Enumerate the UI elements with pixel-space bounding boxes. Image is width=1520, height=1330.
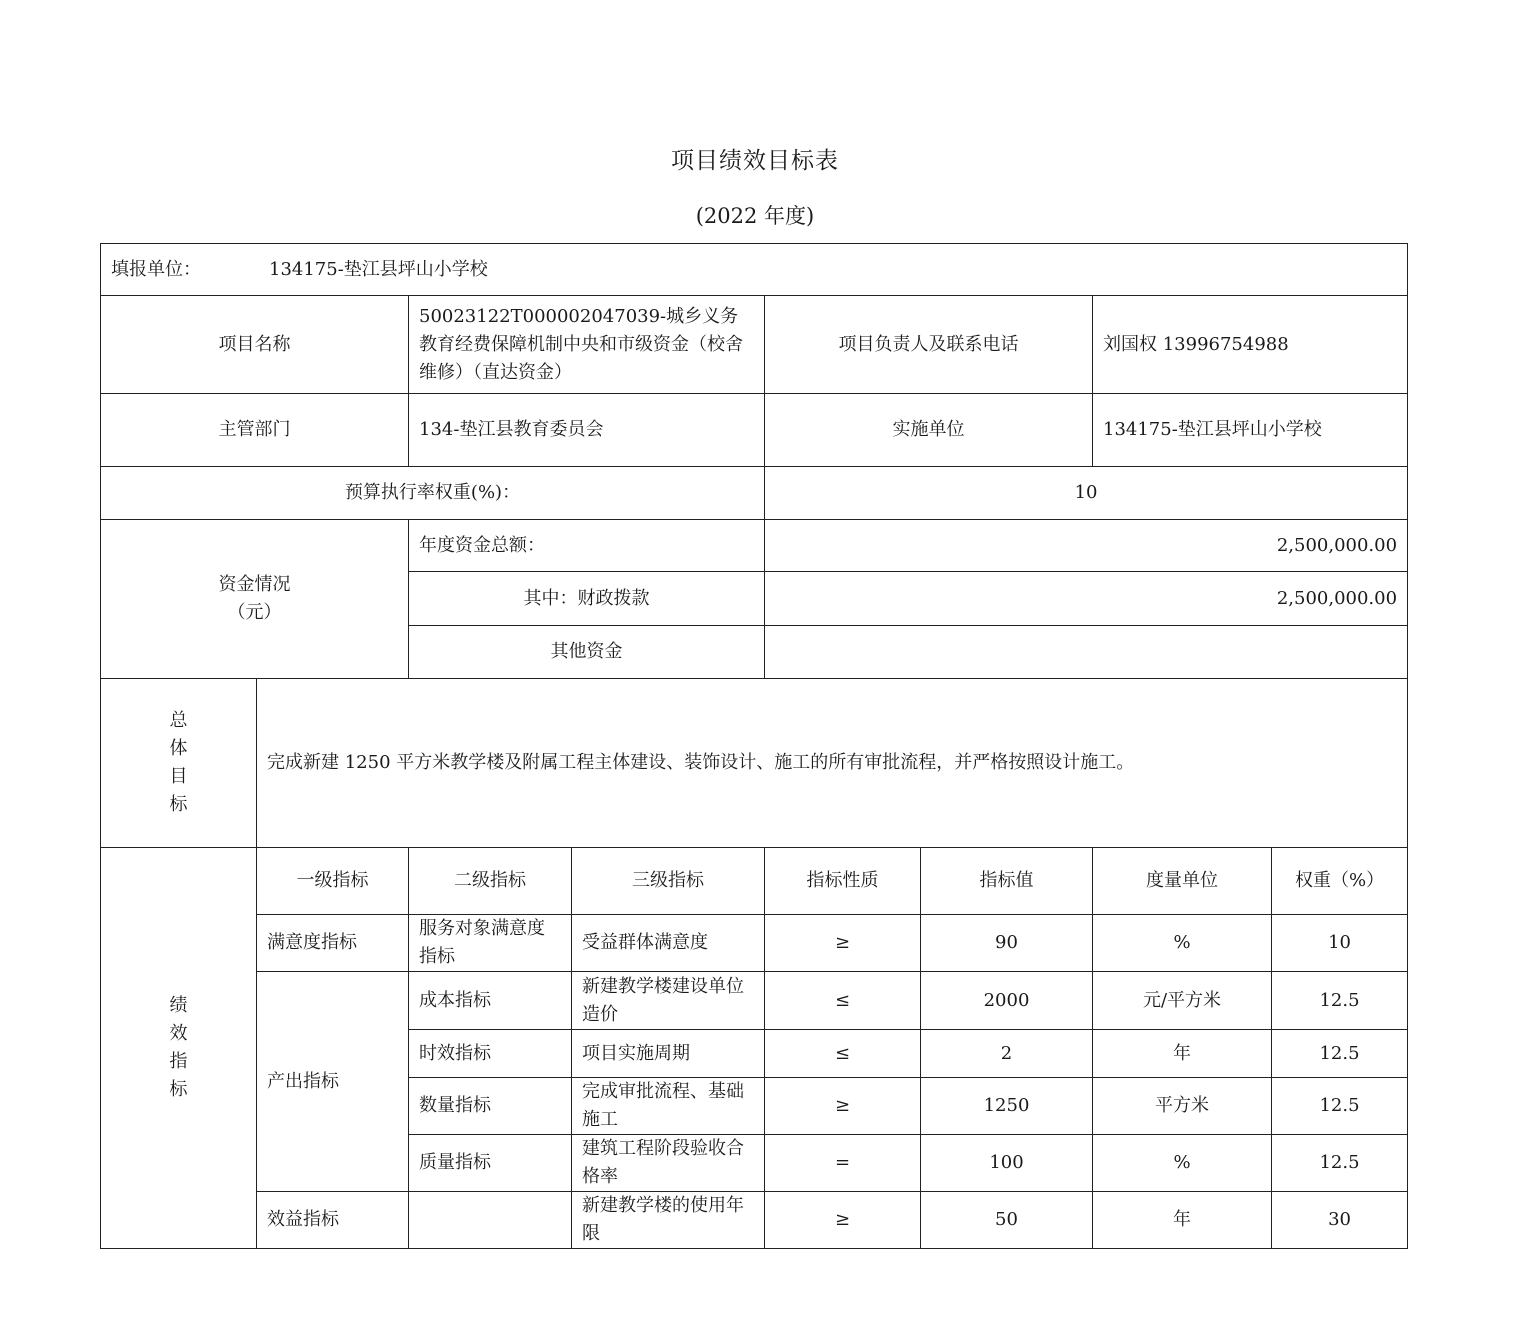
overall-goal-row xyxy=(101,679,1408,848)
level2-cell: 质量指标 xyxy=(409,1135,572,1192)
overall-goal-label-char: 标 xyxy=(169,794,188,815)
table-row xyxy=(101,972,1408,1030)
weight-cell: 10 xyxy=(1272,915,1408,972)
value-cell: 1250 xyxy=(921,1078,1093,1135)
value-cell: 2 xyxy=(921,1030,1093,1078)
value-cell: 100 xyxy=(921,1135,1093,1192)
implementing-unit-value: 134175-垫江县坪山小学校 xyxy=(1093,394,1408,467)
weight-cell: 12.5 xyxy=(1272,1030,1408,1078)
department-label: 主管部门 xyxy=(101,394,409,467)
column-header-nature: 指标性质 xyxy=(765,848,921,915)
funds-other-value xyxy=(765,626,1408,679)
funds-total-value: 2,500,000.00 xyxy=(765,520,1408,572)
nature-cell: = xyxy=(765,1135,921,1192)
funds-fiscal-value: 2,500,000.00 xyxy=(765,572,1408,626)
level2-cell: 服务对象满意度指标 xyxy=(409,915,572,972)
level3-cell: 新建教学楼建设单位造价 xyxy=(572,972,765,1030)
column-header-level1: 一级指标 xyxy=(257,848,409,915)
value-cell: 50 xyxy=(921,1192,1093,1249)
unit-cell: 平方米 xyxy=(1093,1078,1272,1135)
indicators-label xyxy=(101,848,257,1249)
page-title: 项目绩效目标表 xyxy=(671,148,839,174)
level2-cell xyxy=(409,1192,572,1249)
level3-cell: 项目实施周期 xyxy=(572,1030,765,1078)
reporting-unit-label: 填报单位： xyxy=(111,258,201,280)
budget-weight-label: 预算执行率权重(%)： xyxy=(101,467,765,520)
project-name-label: 项目名称 xyxy=(101,296,409,394)
indicators-label-char: 指 xyxy=(169,1051,188,1072)
unit-cell: 年 xyxy=(1093,1192,1272,1249)
nature-cell: ≥ xyxy=(765,1078,921,1135)
level3-cell: 新建教学楼的使用年限 xyxy=(572,1192,765,1249)
unit-cell: 元/平方米 xyxy=(1093,972,1272,1030)
funds-label-line2: （元） xyxy=(227,602,282,623)
level1-cell: 满意度指标 xyxy=(257,915,409,972)
column-header-value: 指标值 xyxy=(921,848,1093,915)
department-value: 134-垫江县教育委员会 xyxy=(409,394,765,467)
reporting-unit-value: 134175-垫江县坪山小学校 xyxy=(269,258,488,280)
reporting-unit-row xyxy=(101,244,1408,296)
indicators-label-char: 标 xyxy=(169,1079,188,1100)
weight-cell: 12.5 xyxy=(1272,972,1408,1030)
level3-cell: 建筑工程阶段验收合格率 xyxy=(572,1135,765,1192)
column-header-level3: 三级指标 xyxy=(572,848,765,915)
project-leader-value: 刘国权 13996754988 xyxy=(1093,296,1408,394)
indicator-header-row xyxy=(101,848,1408,915)
overall-goal-label-char: 总 xyxy=(169,710,188,731)
nature-cell: ≥ xyxy=(765,915,921,972)
implementing-unit-label: 实施单位 xyxy=(765,394,1093,467)
performance-table xyxy=(100,243,1408,1249)
project-leader-label: 项目负责人及联系电话 xyxy=(765,296,1093,394)
overall-goal-label xyxy=(101,679,257,848)
indicators-label-char: 效 xyxy=(169,1023,188,1044)
page-subtitle-year: (2022 年度) xyxy=(695,204,815,228)
funds-fiscal-label: 其中：财政拨款 xyxy=(409,572,765,626)
overall-goal-text: 完成新建 1250 平方米教学楼及附属工程主体建设、装饰设计、施工的所有审批流程，并严格按照设计施工。 xyxy=(257,679,1408,848)
budget-weight-row xyxy=(101,467,1408,520)
weight-cell: 30 xyxy=(1272,1192,1408,1249)
funds-label xyxy=(101,520,409,679)
funds-total-row xyxy=(101,520,1408,572)
department-row xyxy=(101,394,1408,467)
overall-goal-label-char: 目 xyxy=(169,766,188,787)
overall-goal-label-char: 体 xyxy=(169,738,188,759)
value-cell: 2000 xyxy=(921,972,1093,1030)
unit-cell: 年 xyxy=(1093,1030,1272,1078)
level1-cell: 效益指标 xyxy=(257,1192,409,1249)
value-cell: 90 xyxy=(921,915,1093,972)
level1-cell: 产出指标 xyxy=(257,972,409,1192)
column-header-unit: 度量单位 xyxy=(1093,848,1272,915)
project-row xyxy=(101,296,1408,394)
indicators-label-char: 绩 xyxy=(169,995,188,1016)
funds-total-label: 年度资金总额： xyxy=(409,520,765,572)
funds-label-line1: 资金情况 xyxy=(218,574,291,595)
reporting-unit-cell xyxy=(101,244,1408,296)
level2-cell: 数量指标 xyxy=(409,1078,572,1135)
project-name-value: 50023122T000002047039-城乡义务教育经费保障机制中央和市级资金（校舍维修）（直达资金） xyxy=(409,296,765,394)
weight-cell: 12.5 xyxy=(1272,1135,1408,1192)
nature-cell: ≤ xyxy=(765,972,921,1030)
level3-cell: 完成审批流程、基础施工 xyxy=(572,1078,765,1135)
table-row xyxy=(101,1192,1408,1249)
column-header-weight: 权重（%） xyxy=(1272,848,1408,915)
level2-cell: 时效指标 xyxy=(409,1030,572,1078)
column-header-level2: 二级指标 xyxy=(409,848,572,915)
nature-cell: ≤ xyxy=(765,1030,921,1078)
unit-cell: % xyxy=(1093,1135,1272,1192)
weight-cell: 12.5 xyxy=(1272,1078,1408,1135)
level3-cell: 受益群体满意度 xyxy=(572,915,765,972)
budget-weight-value: 10 xyxy=(765,467,1408,520)
unit-cell: % xyxy=(1093,915,1272,972)
funds-other-label: 其他资金 xyxy=(409,626,765,679)
level2-cell: 成本指标 xyxy=(409,972,572,1030)
table-row xyxy=(101,915,1408,972)
nature-cell: ≥ xyxy=(765,1192,921,1249)
